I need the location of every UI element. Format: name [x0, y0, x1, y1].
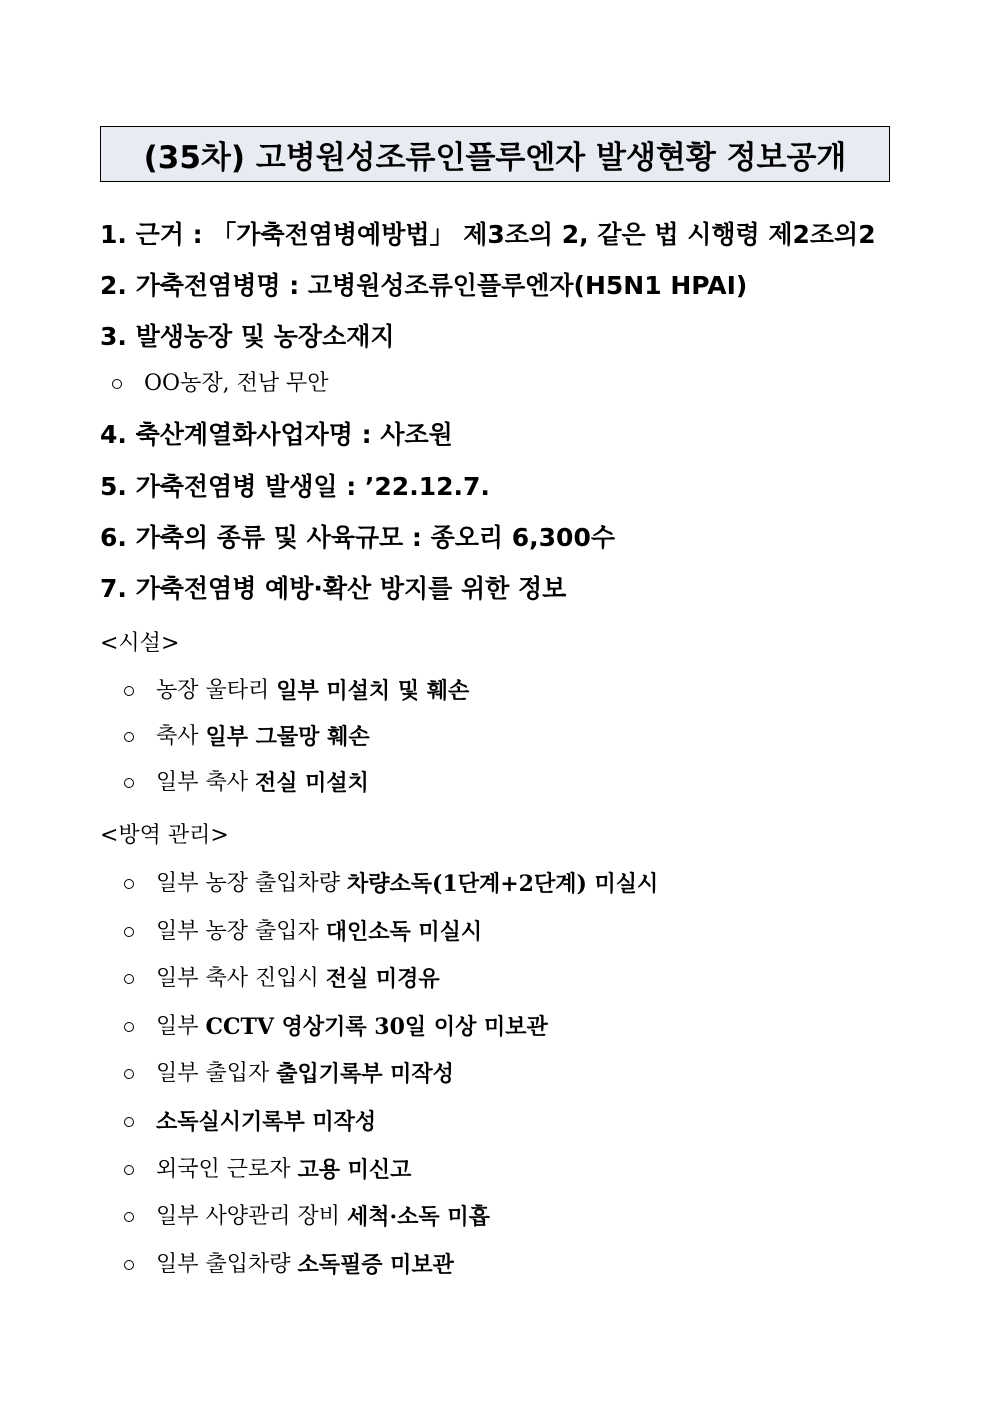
circle-bullet-icon — [124, 1069, 134, 1079]
quarantine-item — [122, 870, 658, 898]
facility-item-emphasis: 일부 미설치 및 훼손 — [276, 678, 470, 704]
section-7-prevention-info: 7. 가축전염병 예방·확산 방지를 위한 정보 — [100, 574, 567, 603]
quarantine-item-emphasis: 세척·소독 미흡 — [347, 1204, 490, 1230]
quarantine-item — [122, 1203, 490, 1231]
circle-bullet-icon — [124, 974, 134, 984]
quarantine-item-text: 외국인 근로자 — [156, 1157, 298, 1182]
quarantine-item-emphasis: 출입기록부 미작성 — [276, 1061, 454, 1087]
quarantine-heading: <방역 관리> — [100, 823, 229, 848]
quarantine-item — [122, 1060, 454, 1088]
section-3-farm-location-heading: 3. 발생농장 및 농장소재지 — [100, 322, 395, 351]
quarantine-item-text: 일부 농장 출입차량 — [156, 871, 347, 896]
quarantine-item — [122, 965, 440, 993]
facility-item — [122, 677, 469, 705]
section-4-integrator: 4. 축산계열화사업자명 : 사조원 — [100, 420, 453, 449]
quarantine-item-text: 일부 축사 진입시 — [156, 966, 326, 991]
section-5-outbreak-date: 5. 가축전염병 발생일 : ’22.12.7. — [100, 472, 490, 501]
quarantine-item-emphasis: 전실 미경유 — [325, 966, 440, 992]
quarantine-item-text: 일부 — [156, 1014, 206, 1039]
document-title: (35차) 고병원성조류인플루엔자 발생현황 정보공개 — [100, 126, 890, 182]
quarantine-item — [122, 1013, 548, 1041]
circle-bullet-icon — [124, 778, 134, 788]
farm-location-text: OO농장, 전남 무안 — [144, 371, 329, 396]
facility-item-emphasis: 일부 그물망 훼손 — [205, 724, 370, 750]
quarantine-item-emphasis: CCTV 영상기록 30일 이상 미보관 — [205, 1014, 548, 1040]
quarantine-item — [122, 1251, 454, 1279]
farm-location-item — [110, 370, 329, 398]
circle-bullet-icon — [124, 879, 134, 889]
circle-bullet-icon — [124, 927, 134, 937]
section-2-disease-name: 2. 가축전염병명 : 고병원성조류인플루엔자(H5N1 HPAI) — [100, 271, 748, 300]
quarantine-item-text: 일부 출입차량 — [156, 1252, 298, 1277]
quarantine-item-emphasis: 차량소독(1단계+2단계) 미실시 — [347, 871, 659, 897]
quarantine-item-text: 일부 사양관리 장비 — [156, 1204, 347, 1229]
quarantine-item-emphasis: 소독필증 미보관 — [297, 1252, 454, 1278]
facility-item-text: 축사 — [156, 724, 206, 749]
facility-heading: <시설> — [100, 631, 180, 656]
facility-item — [122, 769, 369, 797]
circle-bullet-icon — [112, 379, 122, 389]
section-1-legal-basis: 1. 근거 : 「가축전염병예방법」 제3조의 2, 같은 법 시행령 제2조의2 — [100, 220, 876, 249]
circle-bullet-icon — [124, 1022, 134, 1032]
facility-item-text: 일부 축사 — [156, 770, 255, 795]
quarantine-item — [122, 1108, 376, 1136]
quarantine-item-emphasis: 대인소독 미실시 — [325, 919, 483, 945]
quarantine-item-text: 일부 농장 출입자 — [156, 919, 326, 944]
circle-bullet-icon — [124, 1260, 134, 1270]
quarantine-item-emphasis: 소독실시기록부 미작성 — [156, 1109, 377, 1135]
facility-item-text: 농장 울타리 — [156, 678, 277, 703]
facility-item-emphasis: 전실 미설치 — [255, 770, 369, 796]
circle-bullet-icon — [124, 686, 134, 696]
circle-bullet-icon — [124, 1117, 134, 1127]
facility-item — [122, 723, 370, 751]
quarantine-item — [122, 1156, 411, 1184]
quarantine-item-emphasis: 고용 미신고 — [297, 1157, 412, 1183]
quarantine-item-text: 일부 출입자 — [156, 1061, 277, 1086]
section-6-livestock-type-scale: 6. 가축의 종류 및 사육규모 : 종오리 6,300수 — [100, 523, 615, 552]
circle-bullet-icon — [124, 1165, 134, 1175]
circle-bullet-icon — [124, 732, 134, 742]
quarantine-item — [122, 918, 482, 946]
circle-bullet-icon — [124, 1212, 134, 1222]
